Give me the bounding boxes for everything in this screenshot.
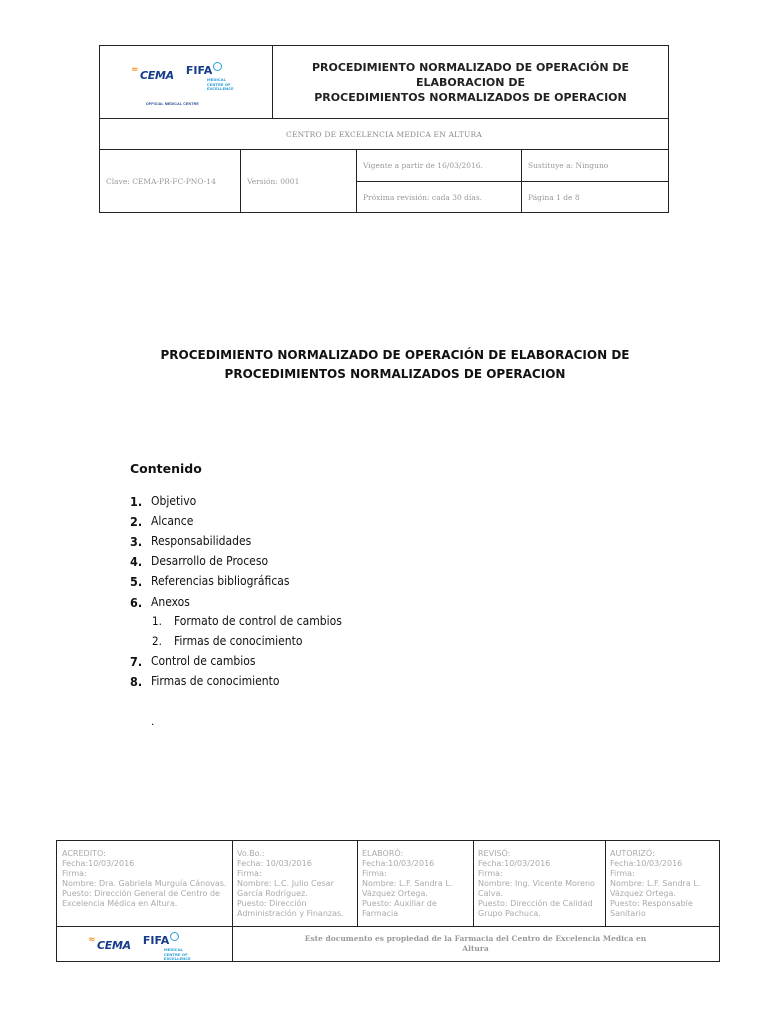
footer-logos: [88, 934, 191, 962]
document-title-line1: PROCEDIMIENTO NORMALIZADO DE OPERACIÓN DE ELABORACION DE: [160, 348, 630, 362]
ownership-notice: Este documento es propiedad de la Farmacia del Centro de Excelencia Medica en Altura: [304, 934, 647, 953]
clave-cell: Clave: CEMA-PR-FC-PNO-14: [106, 176, 216, 186]
cema-logo: ≈ CEMA: [131, 65, 174, 82]
cema-logo: ≈ CEMA: [88, 935, 131, 952]
pagina-cell: Página 1 de 8: [528, 192, 580, 202]
contents-heading: Contenido: [130, 461, 202, 476]
document-title: [140, 346, 650, 384]
autorizo-signature-block: AUTORIZÓ: Fecha:10/03/2016 Firma: Nombre: L.F. Sandra L. Vázquez Ortega. Puesto: Responsable Sanitario: [610, 849, 701, 918]
fifa-logo: FIFA MEDICAL CENTRE OF EXCELLENCE: [142, 934, 191, 961]
vigente-cell: Vigente a partir de 16/03/2016.: [363, 161, 483, 170]
header-title-line2: PROCEDIMIENTOS NORMALIZADOS DE OPERACION: [314, 90, 627, 104]
official-medical-centre-label: OFFICIAL MEDICAL CENTRE: [146, 102, 199, 106]
signature-footer-table: [56, 840, 720, 962]
document-title-line2: PROCEDIMIENTOS NORMALIZADOS DE OPERACION: [224, 367, 566, 381]
organization-logos: [131, 64, 234, 92]
reviso-signature-block: REVISÓ: Fecha:10/03/2016 Firma: Nombre: Ing. Vicente Moreno Calva. Puesto: Dirección de Calidad Grupo Pachuca.: [478, 849, 595, 918]
elaboro-signature-block: ELABORÓ: Fecha:10/03/2016 Firma: Nombre: L.F. Sandra L. Vázquez Ortega. Puesto: Auxiliar de Farmacia: [362, 849, 453, 918]
document-header-table: [99, 45, 669, 213]
acredito-signature-block: ACREDITO: Fecha:10/03/2016 Firma: Nombre: Dra. Gabriela Murguía Cánovas. Puesto: Dirección General de Centro de Excelencia Médica en Altura.: [62, 849, 227, 908]
proxima-revision-cell: Próxima revisión: cada 30 días.: [363, 192, 483, 202]
fifa-logo: FIFA MEDICAL CENTRE OF EXCELLENCE: [185, 64, 234, 91]
header-logo-cell: [100, 46, 273, 118]
sustituye-cell: Sustituye a: Ninguno: [528, 161, 609, 170]
header-center-name: CENTRO DE EXCELENCIA MEDICA EN ALTURA: [100, 118, 668, 150]
vobo-signature-block: Vo.Bo.: Fecha: 10/03/2016 Firma: Nombre: L.C. Julio Cesar García Rodríguez. Puesto: Dirección Administración y Finanzas.: [237, 849, 344, 918]
football-icon: [213, 62, 222, 71]
header-title: [273, 46, 668, 118]
header-title-line1: PROCEDIMIENTO NORMALIZADO DE OPERACIÓN DE ELABORACION DE: [311, 60, 630, 89]
trailing-dot: .: [151, 714, 155, 728]
football-icon: [170, 932, 179, 941]
version-cell: Versión: 0001: [247, 176, 300, 186]
